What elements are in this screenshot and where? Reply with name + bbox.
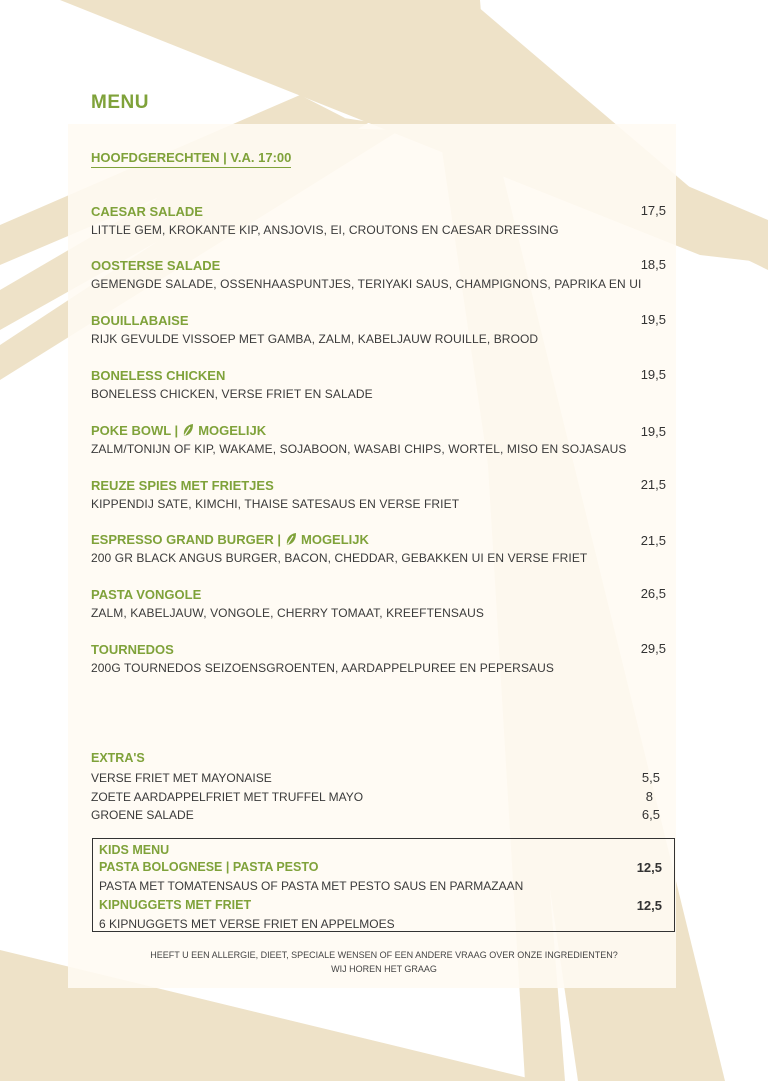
page-title: MENU [91, 92, 149, 113]
dish-oosterse-salade [91, 257, 666, 291]
dish-price: 19,5 [640, 424, 666, 439]
dish-tournedos [91, 641, 666, 675]
extras-section [91, 751, 666, 825]
dish-caesar-salade [91, 203, 666, 237]
dish-bouillabaise [91, 312, 666, 346]
list-item [91, 806, 666, 825]
list-item [91, 769, 666, 788]
leaf-icon [182, 423, 194, 437]
dish-price: 29,5 [640, 641, 666, 656]
dish-name: REUZE SPIES MET FRIETJES [91, 477, 274, 493]
leaf-icon [285, 532, 297, 546]
dish-price: 18,5 [640, 257, 666, 272]
dish-reuze-spies [91, 477, 666, 511]
dish-name: BOUILLABAISE [91, 312, 189, 328]
dish-description: 200 GR BLACK ANGUS BURGER, BACON, CHEDDAR, GEBAKKEN UI EN VERSE FRIET [91, 551, 588, 565]
dish-name-suffix: MOGELIJK [301, 531, 369, 547]
dish-name: OOSTERSE SALADE [91, 257, 221, 273]
extra-name: VERSE FRIET MET MAYONAISE [91, 771, 272, 785]
extra-price: 5,5 [641, 770, 660, 785]
dish-pasta-vongole [91, 586, 666, 620]
kids-item-description: PASTA MET TOMATENSAUS OF PASTA MET PESTO SAUS EN PARMAZAAN [99, 879, 524, 893]
dish-boneless-chicken [91, 367, 666, 401]
dish-description: 200G TOURNEDOS SEIZOENSGROENTEN, AARDAPPELPUREE EN PEPERSAUS [91, 661, 555, 675]
dish-description: BONELESS CHICKEN, VERSE FRIET EN SALADE [91, 387, 373, 401]
dish-description: KIPPENDIJ SATE, KIMCHI, THAISE SATESAUS EN VERSE FRIET [91, 497, 460, 511]
extras-title: EXTRA'S [91, 751, 145, 765]
kids-item-name: KIPNUGGETS MET FRIET [99, 898, 252, 912]
footer-note [68, 948, 700, 976]
kids-item-description: 6 KIPNUGGETS MET VERSE FRIET EN APPELMOES [99, 917, 395, 931]
dish-name: TOURNEDOS [91, 641, 174, 657]
dish-price: 26,5 [640, 586, 666, 601]
dish-name: PASTA VONGOLE [91, 586, 202, 602]
dish-description: LITTLE GEM, KROKANTE KIP, ANSJOVIS, EI, CROUTONS EN CAESAR DRESSING [91, 223, 559, 237]
kids-menu-title: KIDS MENU [99, 843, 170, 857]
dish-description: ZALM/TONIJN OF KIP, WAKAME, SOJABOON, WASABI CHIPS, WORTEL, MISO EN SOJASAUS [91, 442, 627, 456]
section-heading: HOOFDGERECHTEN | V.A. 17:00 [91, 150, 291, 168]
kids-item-price: 12,5 [636, 860, 662, 875]
extra-price: 6,5 [641, 807, 660, 822]
dish-name-suffix: MOGELIJK [198, 422, 267, 438]
kids-menu-box [92, 838, 675, 932]
dish-poke-bowl [91, 422, 666, 456]
footer-line-1: HEEFT U EEN ALLERGIE, DIEET, SPECIALE WENSEN OF EEN ANDERE VRAAG OVER ONZE INGREDIENTEN? [150, 950, 618, 960]
footer-line-2: WIJ HOREN HET GRAAG [331, 964, 437, 974]
kids-item-name: PASTA BOLOGNESE | PASTA PESTO [99, 860, 319, 874]
dish-price: 21,5 [640, 533, 666, 548]
dish-price: 19,5 [640, 312, 666, 327]
dish-name: BONELESS CHICKEN [91, 367, 226, 383]
dish-description: RIJK GEVULDE VISSOEP MET GAMBA, ZALM, KABELJAUW ROUILLE, BROOD [91, 332, 539, 346]
kids-item-price: 12,5 [636, 898, 662, 913]
dish-price: 19,5 [640, 367, 666, 382]
extra-name: GROENE SALADE [91, 808, 194, 822]
dish-description: ZALM, KABELJAUW, VONGOLE, CHERRY TOMAAT, KREEFTENSAUS [91, 606, 484, 620]
extra-name: ZOETE AARDAPPELFRIET MET TRUFFEL MAYO [91, 789, 364, 804]
dish-price: 21,5 [640, 477, 666, 492]
dish-name: POKE BOWL | [91, 422, 179, 438]
dish-name: CAESAR SALADE [91, 203, 203, 219]
dish-description: GEMENGDE SALADE, OSSENHAASPUNTJES, TERIYAKI SAUS, CHAMPIGNONS, PAPRIKA EN UI [91, 277, 642, 291]
kids-item-name-row [99, 858, 666, 877]
dish-name: ESPRESSO GRAND BURGER | [91, 531, 281, 547]
extra-price: 8 [645, 788, 653, 804]
kids-item-name-row [99, 896, 666, 915]
dish-price: 17,5 [640, 203, 666, 218]
dish-espresso-grand-burger [91, 531, 666, 565]
list-item [91, 788, 666, 807]
